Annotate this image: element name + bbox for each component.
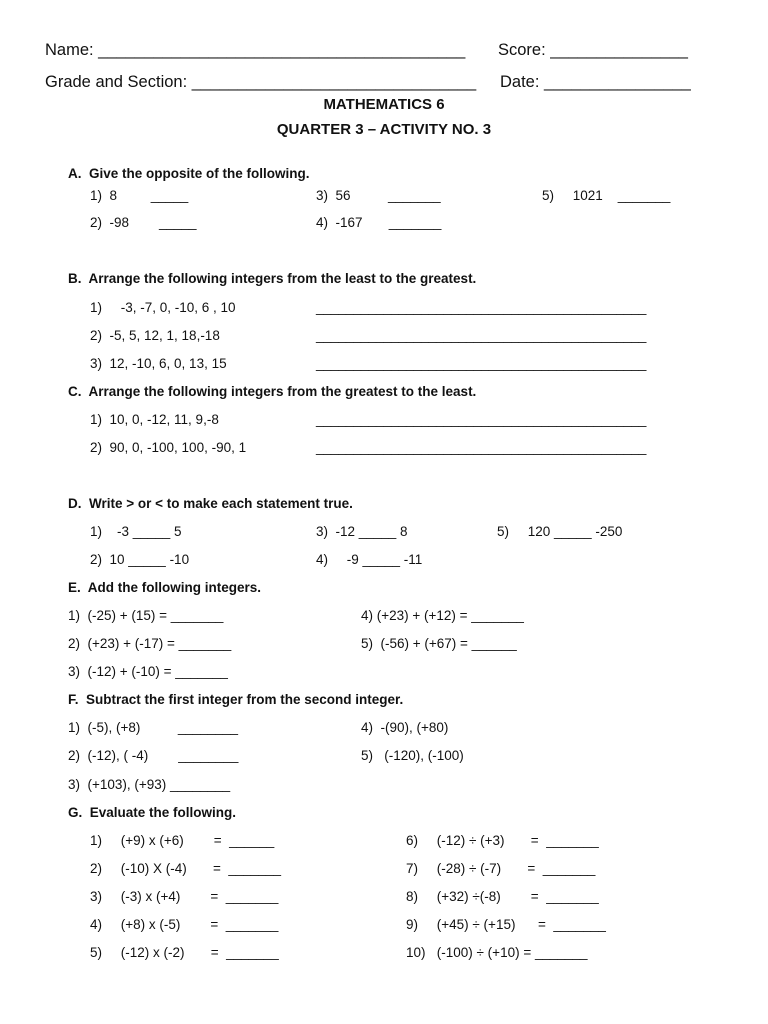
section-f-item: 1) (-5), (+8) ________ xyxy=(68,720,238,735)
answer-line[interactable]: ____________________________________________ xyxy=(316,440,647,455)
section-a-heading: A. Give the opposite of the following. xyxy=(68,166,310,181)
page-subtitle: QUARTER 3 – ACTIVITY NO. 3 xyxy=(276,121,492,138)
section-f-item: 2) (-12), ( -4) ________ xyxy=(68,748,239,763)
section-a-item: 3) 56 _______ xyxy=(316,188,441,203)
grade-section-field[interactable]: Grade and Section: _______________________________ xyxy=(45,73,477,91)
section-c-item: 2) 90, 0, -100, 100, -90, 1 xyxy=(90,440,247,455)
section-g-item: 9) (+45) ÷ (+15) = _______ xyxy=(406,917,606,932)
section-d-item: 2) 10 _____ -10 xyxy=(90,552,190,567)
section-b-item: 2) -5, 5, 12, 1, 18,-18 xyxy=(90,328,220,343)
answer-line[interactable]: ____________________________________________ xyxy=(316,300,647,315)
section-g-item: 4) (+8) x (-5) = _______ xyxy=(90,917,279,932)
section-a-item: 4) -167 _______ xyxy=(316,215,442,230)
section-f-heading: F. Subtract the first integer from the second integer. xyxy=(68,692,404,707)
answer-line[interactable]: ____________________________________________ xyxy=(316,356,647,371)
section-f-item: 5) (-120), (-100) xyxy=(361,748,464,763)
score-field[interactable]: Score: _______________ xyxy=(498,41,688,59)
section-f-item: 3) (+103), (+93) ________ xyxy=(68,777,231,792)
section-e-item: 2) (+23) + (-17) = _______ xyxy=(68,636,232,651)
section-b-heading: B. Arrange the following integers from the least to the greatest. xyxy=(68,271,477,286)
section-d-heading: D. Write > or < to make each statement true. xyxy=(68,496,353,511)
section-g-item: 5) (-12) x (-2) = _______ xyxy=(90,945,279,960)
section-g-item: 7) (-28) ÷ (-7) = _______ xyxy=(406,861,596,876)
section-e-heading: E. Add the following integers. xyxy=(68,580,262,595)
section-d-item: 4) -9 _____ -11 xyxy=(316,552,423,567)
section-d-item: 1) -3 _____ 5 xyxy=(90,524,182,539)
section-e-item: 4) (+23) + (+12) = _______ xyxy=(361,608,524,623)
section-b-item: 3) 12, -10, 6, 0, 13, 15 xyxy=(90,356,227,371)
section-e-item: 1) (-25) + (15) = _______ xyxy=(68,608,224,623)
section-d-item: 3) -12 _____ 8 xyxy=(316,524,408,539)
section-b-item: 1) -3, -7, 0, -10, 6 , 10 xyxy=(90,300,236,315)
section-g-item: 8) (+32) ÷(-8) = _______ xyxy=(406,889,599,904)
answer-line[interactable]: ____________________________________________ xyxy=(316,328,647,343)
section-a-item: 5) 1021 _______ xyxy=(542,188,671,203)
section-e-item: 5) (-56) + (+67) = ______ xyxy=(361,636,517,651)
section-g-item: 6) (-12) ÷ (+3) = _______ xyxy=(406,833,599,848)
name-field[interactable]: Name: ________________________________________ xyxy=(45,41,466,59)
section-c-item: 1) 10, 0, -12, 11, 9,-8 xyxy=(90,412,219,427)
section-g-item: 2) (-10) X (-4) = _______ xyxy=(90,861,281,876)
section-a-item: 1) 8 _____ xyxy=(90,188,189,203)
section-a-item: 2) -98 _____ xyxy=(90,215,197,230)
section-g-item: 3) (-3) x (+4) = _______ xyxy=(90,889,279,904)
section-e-item: 3) (-12) + (-10) = _______ xyxy=(68,664,228,679)
section-g-heading: G. Evaluate the following. xyxy=(68,805,237,820)
section-c-heading: C. Arrange the following integers from the greatest to the least. xyxy=(68,384,477,399)
section-g-item: 1) (+9) x (+6) = ______ xyxy=(90,833,275,848)
section-g-item: 10) (-100) ÷ (+10) = _______ xyxy=(406,945,588,960)
section-d-item: 5) 120 _____ -250 xyxy=(497,524,623,539)
date-field[interactable]: Date: ________________ xyxy=(500,73,691,91)
section-f-item: 4) -(90), (+80) xyxy=(361,720,449,735)
answer-line[interactable]: ____________________________________________ xyxy=(316,412,647,427)
page-title: MATHEMATICS 6 xyxy=(323,96,445,113)
